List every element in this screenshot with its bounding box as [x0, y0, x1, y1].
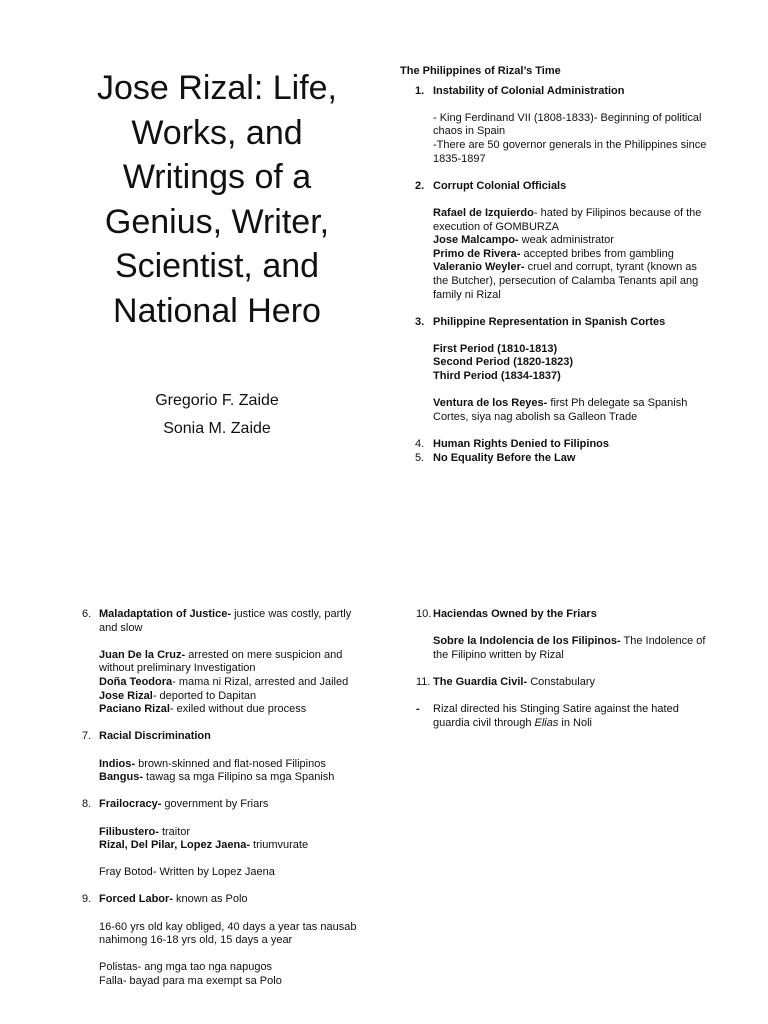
- section-top-right: [400, 65, 710, 465]
- period: Second Period (1820-1823): [433, 356, 574, 369]
- entry-desc: - deported to Dapitan: [152, 689, 257, 702]
- item-text: Polistas- ang mga tao nga napugos: [99, 961, 273, 974]
- entry-term: Jose Malcampo-: [433, 234, 519, 247]
- entry: [99, 758, 362, 772]
- list-item-1: [400, 85, 710, 167]
- dash-text-end: in Noli: [558, 716, 592, 729]
- entry-desc: brown-skinned and flat-nosed Filipinos: [135, 757, 326, 770]
- entry-term: Indios-: [99, 757, 136, 770]
- item-title: Human Rights Denied to Filipinos: [433, 438, 609, 451]
- entry-desc: cruel and corrupt, tyrant (known as the Butcher), persecution of Calamba Tenants apil ang family ni Rizal: [433, 261, 699, 301]
- item-title: Haciendas Owned by the Friars: [433, 608, 597, 620]
- entry-term: Filibustero-: [99, 825, 159, 838]
- entry: [99, 703, 362, 717]
- entry-desc: arrested on mere suspicion and without preliminary Investigation: [99, 648, 343, 675]
- list-item-5: [400, 452, 710, 466]
- entry: [433, 397, 710, 424]
- entry-desc: - mama ni Rizal, arrested and Jailed: [172, 675, 349, 688]
- entry-desc: weak administrator: [518, 234, 614, 247]
- list-item-10: [400, 608, 710, 662]
- entry-term: Bangus-: [99, 771, 143, 784]
- item-note: Fray Botod- Written by Lopez Jaena: [99, 866, 275, 879]
- item-number: 6.: [82, 608, 92, 620]
- entry-term: Juan De la Cruz-: [99, 648, 186, 661]
- entry-desc: traitor: [158, 825, 191, 838]
- section-heading: The Philippines of Rizal’s Time: [400, 65, 561, 77]
- entry-desc: tawag sa mga Filipino sa mga Spanish: [143, 771, 335, 784]
- item-title: Racial Discrimination: [99, 730, 211, 743]
- item-title: Forced Labor-: [99, 893, 173, 906]
- entry-term: Sobre la Indolencia de los Filipinos-: [433, 635, 621, 648]
- entry-term: Valeranio Weyler-: [433, 261, 525, 274]
- list-item-7: [72, 730, 362, 784]
- section-bottom-left: [72, 608, 362, 989]
- dash-marker: -: [416, 703, 420, 716]
- item-number: 9.: [82, 893, 92, 906]
- entry: [99, 690, 362, 704]
- entry: [433, 207, 710, 234]
- entry: [99, 649, 362, 676]
- item-number: 3.: [415, 315, 425, 328]
- item-text: Falla- bayad para ma exempt sa Polo: [99, 975, 282, 988]
- item-title: Frailocracy-: [99, 798, 162, 811]
- dash-item: [400, 703, 710, 730]
- item-number: 4.: [415, 438, 425, 451]
- item-text: 16-60 yrs old kay obliged, 40 days a year tas nausab nahimong 16-18 yrs old, 15 days a year: [99, 920, 357, 947]
- list-item-6: [72, 608, 362, 717]
- dash-italic: Elias: [534, 716, 559, 729]
- item-desc: government by Friars: [161, 798, 269, 811]
- entry-desc: - hated by Filipinos because of the execution of GOMBURZA: [433, 206, 702, 233]
- item-number: 10.: [416, 608, 432, 620]
- item-title: No Equality Before the Law: [433, 451, 576, 464]
- item-number: 5.: [415, 451, 425, 464]
- entry: [433, 261, 710, 302]
- list-item-2: [400, 180, 710, 302]
- entry: [99, 771, 362, 785]
- item-number: 11.: [416, 675, 431, 688]
- entry-term: Rizal, Del Pilar, Lopez Jaena-: [99, 839, 250, 852]
- author-2: Sonia M. Zaide: [163, 420, 271, 437]
- entry-term: Rafael de Izquierdo: [433, 206, 534, 219]
- entry-term: Jose Rizal: [99, 689, 153, 702]
- entry-term: Primo de Rivera-: [433, 247, 521, 260]
- item-number: 2.: [415, 179, 425, 192]
- period: First Period (1810-1813): [433, 342, 558, 355]
- entry-desc: first Ph delegate sa Spanish Cortes, siya nag abolish sa Galleon Trade: [433, 397, 688, 423]
- item-desc: known as Polo: [172, 893, 248, 906]
- entry-term: Paciano Rizal: [99, 703, 170, 716]
- list-item-3: [400, 316, 710, 425]
- dash-text: Rizal directed his Stinging Satire against the hated guardia civil through: [433, 703, 679, 729]
- entry: [433, 248, 710, 262]
- list-item-9: [72, 893, 362, 988]
- item-title: Maladaptation of Justice-: [99, 608, 232, 620]
- item-number: 1.: [415, 84, 425, 97]
- item-text: - King Ferdinand VII (1808-1833)- Beginning of political chaos in Spain: [433, 111, 702, 138]
- section-bottom-right: [400, 608, 710, 730]
- list-item-11: [400, 676, 710, 690]
- item-title: Corrupt Colonial Officials: [433, 179, 567, 192]
- entry-term: Ventura de los Reyes-: [433, 397, 548, 410]
- document-title: Jose Rizal: Life, Works, and Writings of a Genius, Writer, Scientist, and National Hero: [97, 69, 337, 330]
- entry: [433, 635, 710, 662]
- entry-desc: - exiled without due process: [169, 703, 307, 716]
- entry: [433, 234, 710, 248]
- list-item-8: [72, 798, 362, 880]
- entry: [99, 839, 362, 853]
- item-number: 8.: [82, 798, 92, 811]
- entry: [99, 676, 362, 690]
- entry-desc: triumvurate: [250, 839, 309, 852]
- item-title: Instability of Colonial Administration: [433, 84, 625, 97]
- item-text: -There are 50 governor generals in the Philippines since 1835-1897: [433, 138, 707, 165]
- author-1: Gregorio F. Zaide: [155, 392, 279, 409]
- item-title: The Guardia Civil-: [433, 675, 528, 688]
- item-title: Philippine Representation in Spanish Cortes: [433, 315, 666, 328]
- item-desc: Constabulary: [527, 675, 596, 688]
- item-desc: justice was costly, partly and slow: [99, 608, 352, 634]
- entry-term: Doña Teodora: [99, 675, 173, 688]
- item-number: 7.: [82, 730, 92, 743]
- period: Third Period (1834-1837): [433, 370, 561, 383]
- list-item-4: [400, 438, 710, 452]
- entry: [99, 826, 362, 840]
- entry-desc: accepted bribes from gambling: [520, 247, 674, 260]
- entry-desc: The Indolence of the Filipino written by Rizal: [433, 635, 706, 661]
- authors: [72, 387, 362, 443]
